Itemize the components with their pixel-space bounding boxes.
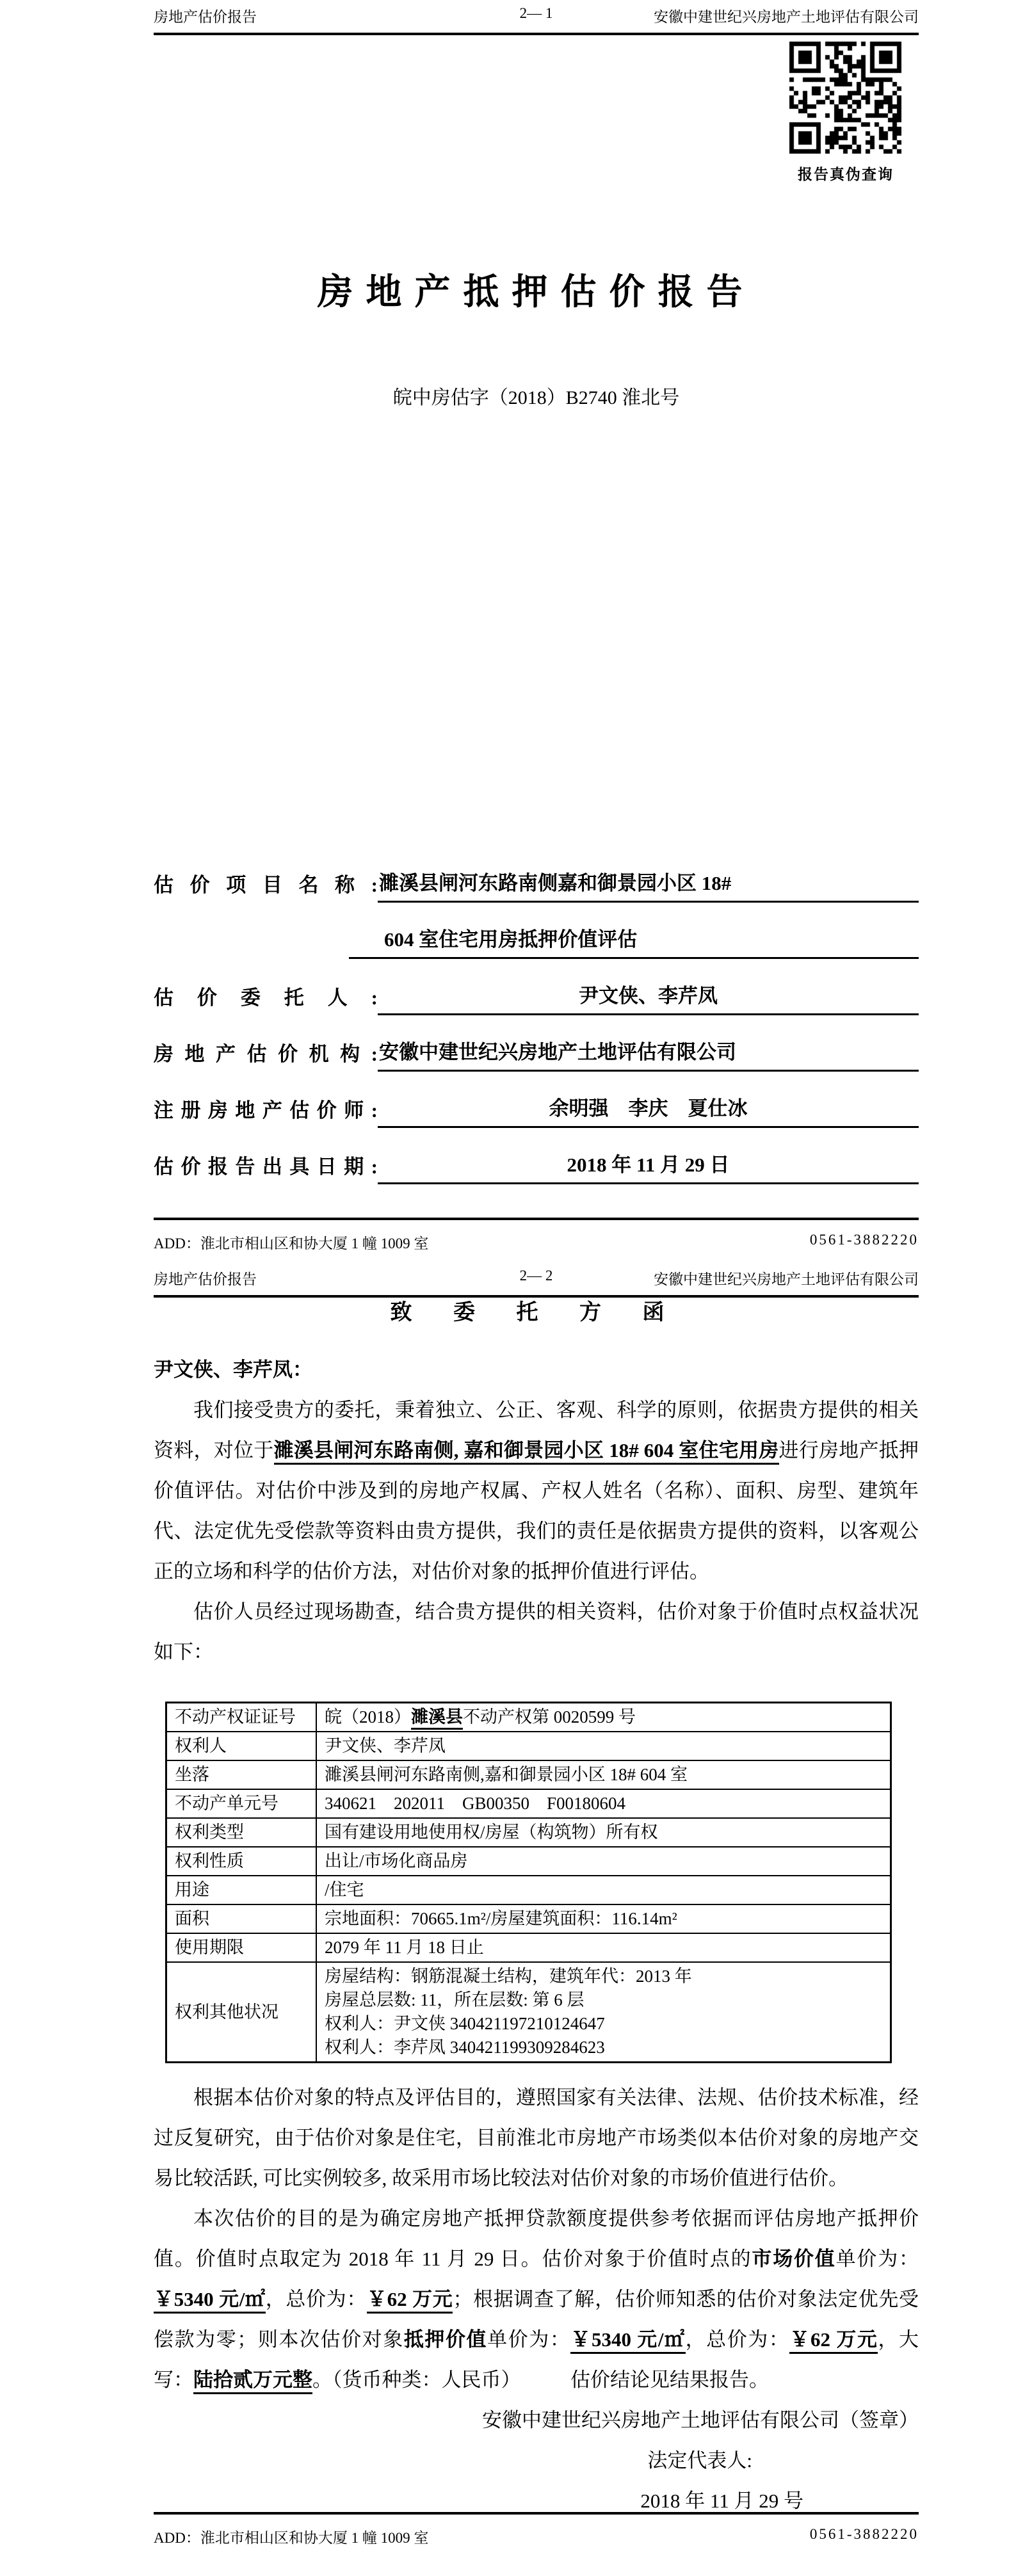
table-row-label: 坐落 <box>166 1760 317 1789</box>
salutation: 尹文侠、李芹凤： <box>154 1358 312 1381</box>
text-segment: 濉溪县闸河东路南侧,嘉和御景园小区 18# 604 室 <box>325 1765 688 1784</box>
table-row <box>166 1703 891 1732</box>
table-row <box>166 1876 891 1904</box>
header-page-number: 2— 2 <box>519 1268 553 1284</box>
report-number: 皖中房估字（2018）B2740 淮北号 <box>392 387 680 408</box>
emphasized-text: 抵押价值 <box>403 2328 488 2351</box>
page2-running-header <box>154 1268 919 1298</box>
field-label: 估价报告出具日期: <box>154 1155 378 1178</box>
table-value-line <box>325 1763 882 1787</box>
table-row-value <box>316 1962 891 2063</box>
emphasized-text: 市场价值 <box>752 2248 836 2270</box>
field-project-name-line2 <box>154 903 919 959</box>
text-segment: 权利人：李芹凤 340421199309284623 <box>325 2038 605 2057</box>
text-segment: 权利人：尹文侠 340421197210124647 <box>325 2014 605 2033</box>
qr-code <box>786 38 905 157</box>
table-row-value <box>316 1789 891 1818</box>
emphasized-text: 濉溪县 <box>411 1707 463 1730</box>
field-agency <box>154 1015 919 1072</box>
emphasized-text: 濉溪县闸河东路南侧, 嘉和御景园小区 18# 604 室住宅用房 <box>274 1439 779 1465</box>
table-row <box>166 1904 891 1933</box>
table-row-value <box>316 1847 891 1876</box>
qr-caption: 报告真伪查询 <box>798 166 894 182</box>
text-segment: 尹文侠、李芹凤 <box>325 1736 446 1755</box>
emphasized-text: ￥5340 元/㎡ <box>570 2328 685 2354</box>
header-company-name: 安徽中建世纪兴房地产土地评估有限公司 <box>654 1271 919 1287</box>
table-row-label: 使用期限 <box>166 1933 317 1962</box>
field-issue-date <box>154 1128 919 1184</box>
property-rights-table <box>165 1702 892 2063</box>
field-value: 604 室住宅用房抵押价值评估 <box>349 923 919 959</box>
table-row-value <box>316 1933 891 1962</box>
table-row <box>166 1933 891 1962</box>
table-row-value <box>316 1703 891 1732</box>
table-row <box>166 1962 891 2063</box>
text-segment: 国有建设用地使用权/房屋（构筑物）所有权 <box>325 1823 658 1842</box>
table-row-value <box>316 1876 891 1904</box>
field-project-name <box>154 846 919 903</box>
page2-running-footer <box>154 2512 919 2547</box>
paragraph-valuation-result <box>154 2198 919 2400</box>
page1-running-footer <box>154 1218 919 1253</box>
text-segment: /住宅 <box>325 1880 364 1899</box>
cover-fields <box>154 846 919 1184</box>
table-row-value <box>316 1904 891 1933</box>
table-value-line <box>325 1821 882 1844</box>
text-segment: 皖（2018） <box>325 1707 411 1727</box>
report-title: 房地产抵押估价报告 <box>317 273 755 312</box>
field-appraisers <box>154 1072 919 1128</box>
table-row <box>166 1847 891 1876</box>
field-label: 注册房地产估价师: <box>154 1099 378 1122</box>
paragraph-engagement <box>154 1390 919 1591</box>
table-row-label: 不动产权证证号 <box>166 1703 317 1732</box>
field-value: 2018 年 11 月 29 日 <box>378 1148 919 1184</box>
table-value-line <box>325 1849 882 1873</box>
table-row <box>166 1732 891 1760</box>
field-label: 估价项目名称: <box>154 874 378 896</box>
text-segment: ；根据调查了解，估价师知悉的估价对象法定优先受偿款为零；则本次估价对象 <box>154 2288 919 2351</box>
letter-body <box>154 1338 919 2521</box>
table-value-line <box>325 1705 882 1729</box>
text-segment: ，大写： <box>154 2328 919 2391</box>
text-segment: 单价为： <box>487 2328 571 2351</box>
table-row-label: 权利人 <box>166 1732 317 1760</box>
field-label: 房地产估价机构: <box>154 1043 378 1065</box>
table-row-label: 权利性质 <box>166 1847 317 1876</box>
table-value-line <box>325 1965 882 1988</box>
field-label-spacer <box>154 954 349 959</box>
table-row-label: 用途 <box>166 1876 317 1904</box>
text-segment: 本次估价的目的是为确定房地产抵押贷款额度提供参考依据而评估房地产抵押价值。价值时点取定为 2018 年 11 月 29 日。估价对象于价值时点的 <box>154 2207 919 2270</box>
text-segment: 单价为： <box>835 2248 919 2270</box>
header-report-type: 房地产估价报告 <box>154 9 257 25</box>
emphasized-text: ￥5340 元/㎡ <box>154 2288 266 2314</box>
table-row <box>166 1818 891 1847</box>
paragraph-survey: 估价人员经过现场勘查，结合贵方提供的相关资料，估价对象于价值时点权益状况如下： <box>154 1600 919 1663</box>
field-label: 估价委托人: <box>154 986 378 1009</box>
footer-address: ADD：淮北市相山区和协大厦 1 幢 1009 室 <box>154 2530 429 2546</box>
table-value-line <box>325 1878 882 1902</box>
table-row-value <box>316 1760 891 1789</box>
signature-company: 安徽中建世纪兴房地产土地评估有限公司（签章） <box>482 2409 919 2431</box>
header-report-type: 房地产估价报告 <box>154 1271 257 1287</box>
field-value: 安徽中建世纪兴房地产土地评估有限公司 <box>378 1036 919 1072</box>
field-value: 濉溪县闸河东路南侧嘉和御景园小区 18# <box>378 867 919 903</box>
letter-title: 致 委 托 方 函 <box>390 1301 682 1324</box>
page1-running-header <box>154 5 919 35</box>
table-row-label: 权利类型 <box>166 1818 317 1847</box>
table-value-line <box>325 1792 882 1815</box>
text-segment: ，总价为： <box>685 2328 790 2351</box>
table-row-label: 不动产单元号 <box>166 1789 317 1818</box>
table-value-line <box>325 2036 882 2059</box>
signature-date: 2018 年 11 月 29 号 <box>640 2490 803 2512</box>
text-segment: 宗地面积：70665.1m²/房屋建筑面积：116.14m² <box>325 1909 677 1928</box>
table-row-label: 面积 <box>166 1904 317 1933</box>
text-segment: 进行房地产抵押价值评估。对估价中涉及到的房地产权属、产权人姓名（名称）、面积、房型、建筑年代、法定优先受偿款等资料由贵方提供，我们的责任是依据贵方提供的资料，以客观公正的立场和科学的估价方法，对估价对象的抵押价值进行评估。 <box>154 1439 919 1582</box>
text-segment: 房屋结构：钢筋混凝土结构，建筑年代：2013 年 <box>325 1967 692 1986</box>
table-value-line <box>325 1907 882 1931</box>
header-page-number: 2— 1 <box>519 5 553 21</box>
signature-legal-rep: 法定代表人: <box>647 2449 752 2472</box>
text-segment: 出让/市场化商品房 <box>325 1851 468 1871</box>
footer-phone: 0561-3882220 <box>809 1232 919 1248</box>
table-row <box>166 1789 891 1818</box>
table-row-label: 权利其他状况 <box>166 1962 317 2063</box>
text-segment: ，总价为： <box>265 2288 367 2310</box>
table-row-value <box>316 1818 891 1847</box>
text-segment: 340621 202011 GB00350 F00180604 <box>325 1794 626 1813</box>
text-segment: 我们接受贵方的委托，秉着独立、公正、客观、科学的原则，依据贵方提供的相关资料，对位于 <box>154 1399 919 1461</box>
table-value-line <box>325 1936 882 1960</box>
emphasized-text: ￥62 万元 <box>789 2328 878 2354</box>
table-row <box>166 1760 891 1789</box>
text-segment: 。（货币种类：人民币） 估价结论见结果报告。 <box>312 2369 769 2391</box>
table-value-line <box>325 1988 882 2012</box>
table-value-line <box>325 2012 882 2036</box>
table-row-value <box>316 1732 891 1760</box>
field-value: 余明强 李庆 夏仕冰 <box>378 1092 919 1128</box>
paragraph-method: 根据本估价对象的特点及评估目的，遵照国家有关法律、法规、估价技术标准，经过反复研究，由于估价对象是住宅，目前淮北市房地产市场类似本估价对象的房地产交易比较活跃, 可比实例较多, 故采用市场比较法对估价对象的市场价值进行估价。 <box>154 2086 919 2189</box>
text-segment: 房屋总层数: 11，所在层数: 第 6 层 <box>325 1990 585 2009</box>
footer-phone: 0561-3882220 <box>809 2526 919 2542</box>
field-client <box>154 959 919 1015</box>
field-value: 尹文侠、李芹凤 <box>378 979 919 1015</box>
qr-verification-block <box>786 38 905 184</box>
emphasized-text: ￥62 万元 <box>367 2288 453 2314</box>
header-company-name: 安徽中建世纪兴房地产土地评估有限公司 <box>654 9 919 25</box>
text-segment: 2079 年 11 月 18 日止 <box>325 1938 484 1957</box>
footer-address: ADD：淮北市相山区和协大厦 1 幢 1009 室 <box>154 1236 429 1252</box>
table-value-line <box>325 1734 882 1758</box>
emphasized-text: 陆拾贰万元整 <box>193 2369 312 2394</box>
text-segment: 不动产权第 0020599 号 <box>463 1707 636 1727</box>
